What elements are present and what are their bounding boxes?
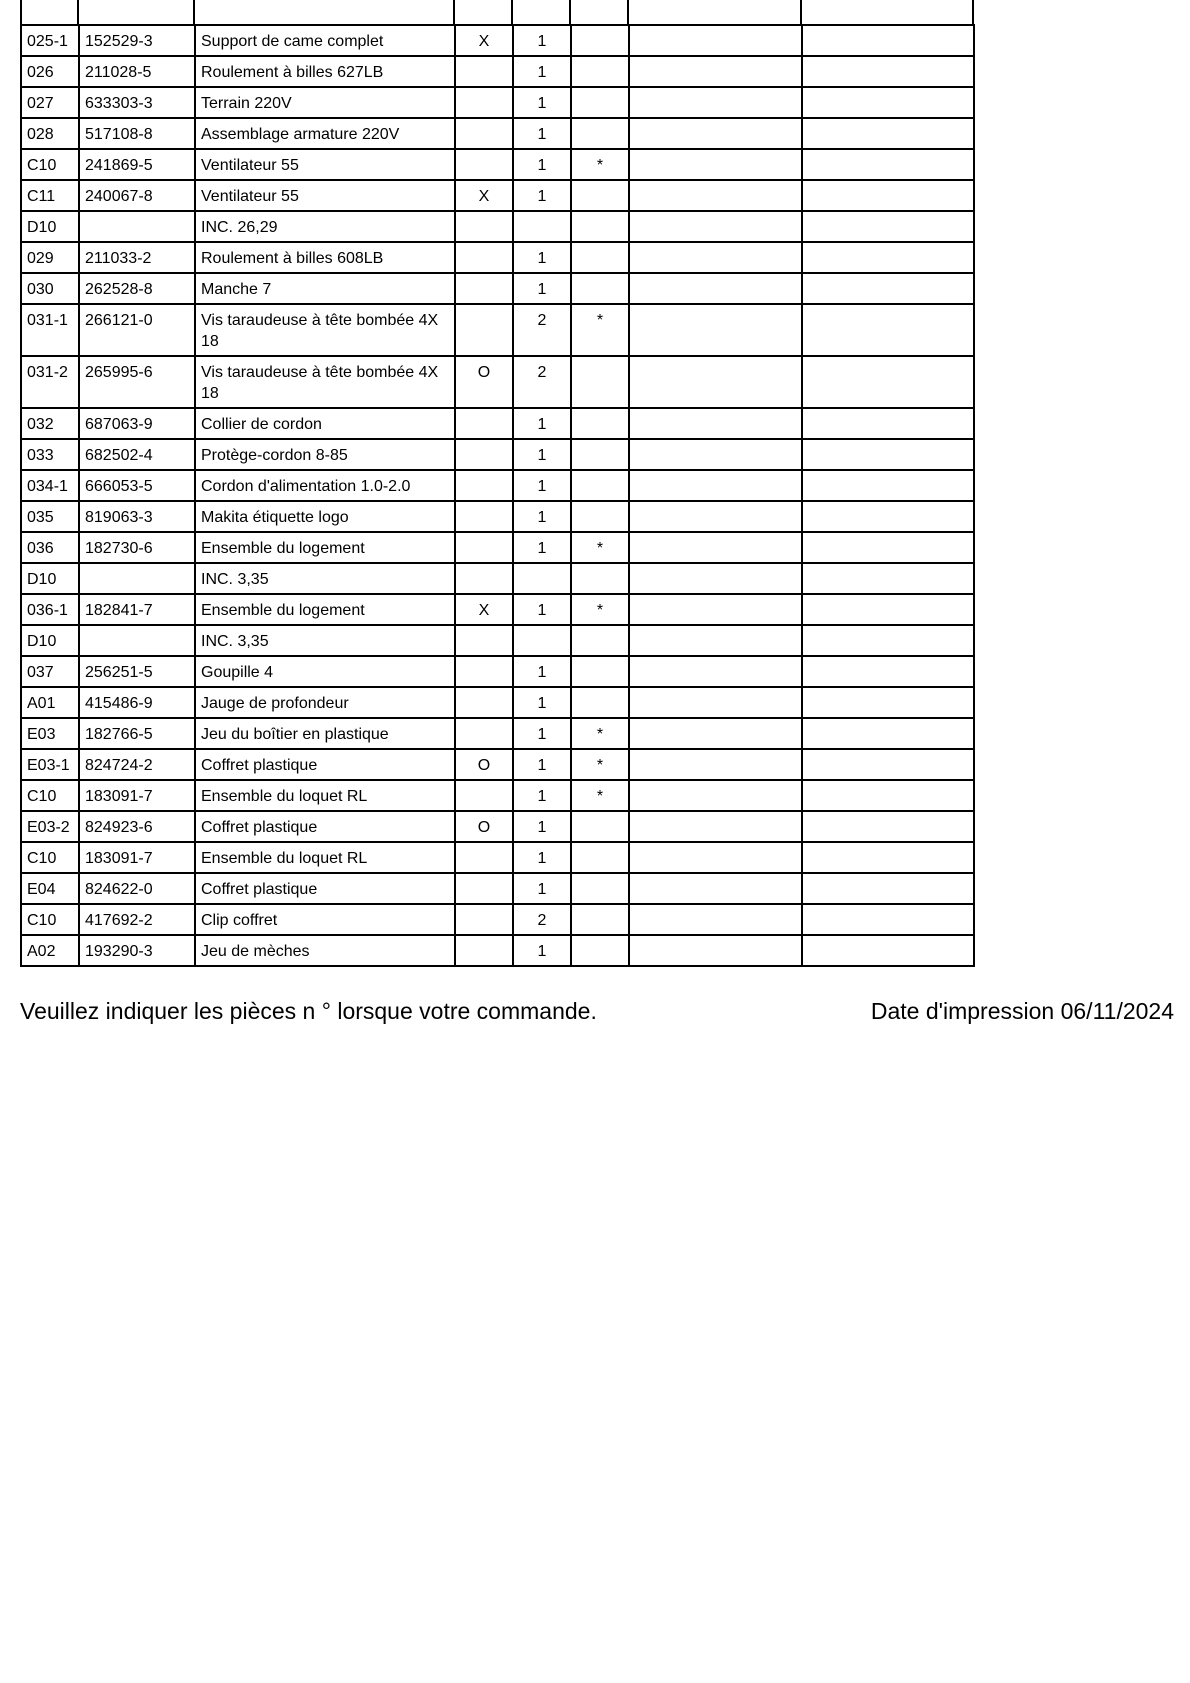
description-cell: Ventilateur 55 — [195, 149, 455, 180]
description-cell: Jeu de mèches — [195, 935, 455, 966]
extra-cell-1 — [629, 842, 802, 873]
mark-cell — [571, 356, 629, 408]
table-row — [21, 935, 974, 966]
table-row — [21, 594, 974, 625]
note-cell — [455, 408, 513, 439]
extra-cell-2 — [802, 501, 974, 532]
table-row — [21, 811, 974, 842]
description-cell: Vis taraudeuse à tête bombée 4X 18 — [195, 356, 455, 408]
table-row — [21, 180, 974, 211]
part-no-cell: 666053-5 — [79, 470, 195, 501]
extra-cell-2 — [802, 656, 974, 687]
qty-cell: 1 — [513, 501, 571, 532]
item-no-cell: A01 — [21, 687, 79, 718]
extra-cell-2 — [802, 87, 974, 118]
description-cell: Goupille 4 — [195, 656, 455, 687]
table-row — [21, 211, 974, 242]
description-cell: Protège-cordon 8-85 — [195, 439, 455, 470]
mark-cell — [571, 470, 629, 501]
table-row — [21, 501, 974, 532]
item-no-cell: C10 — [21, 780, 79, 811]
qty-cell: 2 — [513, 304, 571, 356]
qty-cell: 1 — [513, 470, 571, 501]
extra-cell-1 — [629, 563, 802, 594]
note-cell — [455, 211, 513, 242]
part-no-cell: 262528-8 — [79, 273, 195, 304]
table-row — [21, 56, 974, 87]
extra-cell-1 — [629, 211, 802, 242]
note-cell — [455, 87, 513, 118]
qty-cell: 1 — [513, 687, 571, 718]
table-row — [21, 149, 974, 180]
part-no-cell: 824724-2 — [79, 749, 195, 780]
extra-cell-2 — [802, 904, 974, 935]
item-no-cell: E03-1 — [21, 749, 79, 780]
mark-cell — [571, 211, 629, 242]
table-row — [21, 242, 974, 273]
part-no-cell: 687063-9 — [79, 408, 195, 439]
description-cell: Coffret plastique — [195, 811, 455, 842]
part-no-cell: 517108-8 — [79, 118, 195, 149]
mark-cell — [571, 25, 629, 56]
extra-cell-1 — [629, 718, 802, 749]
mark-cell — [571, 656, 629, 687]
extra-cell-1 — [629, 56, 802, 87]
item-no-cell: 035 — [21, 501, 79, 532]
note-cell — [455, 149, 513, 180]
item-no-cell: 036 — [21, 532, 79, 563]
qty-cell: 1 — [513, 935, 571, 966]
note-cell: X — [455, 180, 513, 211]
mark-cell — [571, 687, 629, 718]
part-no-cell: 266121-0 — [79, 304, 195, 356]
description-cell: Coffret plastique — [195, 873, 455, 904]
extra-cell-2 — [802, 25, 974, 56]
item-no-cell: 033 — [21, 439, 79, 470]
note-cell — [455, 273, 513, 304]
description-cell: Clip coffret — [195, 904, 455, 935]
part-no-cell: 211033-2 — [79, 242, 195, 273]
mark-cell: * — [571, 718, 629, 749]
part-no-cell: 183091-7 — [79, 780, 195, 811]
item-no-cell: D10 — [21, 211, 79, 242]
part-no-cell: 682502-4 — [79, 439, 195, 470]
extra-cell-1 — [629, 935, 802, 966]
part-no-cell: 241869-5 — [79, 149, 195, 180]
note-cell: X — [455, 25, 513, 56]
description-cell: Roulement à billes 627LB — [195, 56, 455, 87]
description-cell: Ensemble du logement — [195, 532, 455, 563]
mark-cell — [571, 842, 629, 873]
qty-cell: 1 — [513, 242, 571, 273]
extra-cell-2 — [802, 749, 974, 780]
item-no-cell: C10 — [21, 149, 79, 180]
table-row — [21, 873, 974, 904]
extra-cell-1 — [629, 149, 802, 180]
item-no-cell: 028 — [21, 118, 79, 149]
item-no-cell: E04 — [21, 873, 79, 904]
part-no-cell: 415486-9 — [79, 687, 195, 718]
extra-cell-1 — [629, 273, 802, 304]
description-cell: Collier de cordon — [195, 408, 455, 439]
note-cell — [455, 656, 513, 687]
part-no-cell — [79, 625, 195, 656]
table-row — [21, 118, 974, 149]
qty-cell: 1 — [513, 532, 571, 563]
mark-cell — [571, 87, 629, 118]
description-cell: Terrain 220V — [195, 87, 455, 118]
extra-cell-2 — [802, 273, 974, 304]
description-cell: Roulement à billes 608LB — [195, 242, 455, 273]
part-no-cell: 193290-3 — [79, 935, 195, 966]
extra-cell-2 — [802, 687, 974, 718]
description-cell: Manche 7 — [195, 273, 455, 304]
item-no-cell: 029 — [21, 242, 79, 273]
part-no-cell: 182766-5 — [79, 718, 195, 749]
item-no-cell: E03-2 — [21, 811, 79, 842]
description-cell: Cordon d'alimentation 1.0-2.0 — [195, 470, 455, 501]
note-cell — [455, 780, 513, 811]
table-row — [21, 304, 974, 356]
extra-cell-1 — [629, 780, 802, 811]
mark-cell — [571, 408, 629, 439]
table-row — [21, 408, 974, 439]
extra-cell-1 — [629, 873, 802, 904]
part-no-cell: 265995-6 — [79, 356, 195, 408]
part-no-cell: 152529-3 — [79, 25, 195, 56]
item-no-cell: 037 — [21, 656, 79, 687]
extra-cell-2 — [802, 811, 974, 842]
description-cell: Ensemble du loquet RL — [195, 842, 455, 873]
note-cell — [455, 904, 513, 935]
extra-cell-1 — [629, 811, 802, 842]
part-no-cell: 240067-8 — [79, 180, 195, 211]
qty-cell: 1 — [513, 56, 571, 87]
note-cell: O — [455, 749, 513, 780]
extra-cell-2 — [802, 439, 974, 470]
description-cell: Jauge de profondeur — [195, 687, 455, 718]
item-no-cell: 031-2 — [21, 356, 79, 408]
note-cell — [455, 873, 513, 904]
note-cell — [455, 625, 513, 656]
extra-cell-1 — [629, 118, 802, 149]
note-cell — [455, 304, 513, 356]
extra-cell-1 — [629, 470, 802, 501]
table-row — [21, 87, 974, 118]
qty-cell: 1 — [513, 780, 571, 811]
qty-cell: 1 — [513, 656, 571, 687]
extra-cell-1 — [629, 25, 802, 56]
mark-cell — [571, 811, 629, 842]
qty-cell: 1 — [513, 842, 571, 873]
mark-cell: * — [571, 149, 629, 180]
description-cell: Vis taraudeuse à tête bombée 4X 18 — [195, 304, 455, 356]
table-row — [21, 842, 974, 873]
part-no-cell: 819063-3 — [79, 501, 195, 532]
extra-cell-2 — [802, 594, 974, 625]
description-cell: Support de came complet — [195, 25, 455, 56]
extra-cell-1 — [629, 625, 802, 656]
item-no-cell: D10 — [21, 563, 79, 594]
qty-cell: 1 — [513, 180, 571, 211]
mark-cell — [571, 935, 629, 966]
extra-cell-1 — [629, 532, 802, 563]
table-row — [21, 470, 974, 501]
extra-cell-1 — [629, 304, 802, 356]
note-cell — [455, 501, 513, 532]
note-cell — [455, 718, 513, 749]
part-no-cell: 183091-7 — [79, 842, 195, 873]
extra-cell-1 — [629, 356, 802, 408]
extra-cell-1 — [629, 687, 802, 718]
description-cell: Coffret plastique — [195, 749, 455, 780]
note-cell — [455, 56, 513, 87]
description-cell: Ensemble du logement — [195, 594, 455, 625]
part-no-cell: 417692-2 — [79, 904, 195, 935]
extra-cell-1 — [629, 439, 802, 470]
qty-cell: 1 — [513, 873, 571, 904]
note-cell: X — [455, 594, 513, 625]
part-no-cell: 824622-0 — [79, 873, 195, 904]
extra-cell-2 — [802, 242, 974, 273]
table-row — [21, 532, 974, 563]
description-cell: INC. 26,29 — [195, 211, 455, 242]
mark-cell — [571, 273, 629, 304]
description-cell: INC. 3,35 — [195, 625, 455, 656]
item-no-cell: 030 — [21, 273, 79, 304]
extra-cell-1 — [629, 501, 802, 532]
table-row — [21, 904, 974, 935]
qty-cell: 1 — [513, 25, 571, 56]
mark-cell — [571, 242, 629, 273]
note-cell — [455, 439, 513, 470]
extra-cell-1 — [629, 180, 802, 211]
table-row — [21, 273, 974, 304]
order-instruction-note: Veuillez indiquer les pièces n ° lorsque votre commande. — [20, 998, 597, 1024]
print-date: Date d'impression 06/11/2024 — [870, 998, 1174, 1024]
table-row — [21, 780, 974, 811]
item-no-cell: A02 — [21, 935, 79, 966]
extra-cell-2 — [802, 718, 974, 749]
part-no-cell — [79, 211, 195, 242]
extra-cell-2 — [802, 408, 974, 439]
description-cell: Makita étiquette logo — [195, 501, 455, 532]
note-cell — [455, 563, 513, 594]
extra-cell-1 — [629, 408, 802, 439]
qty-cell: 1 — [513, 273, 571, 304]
part-no-cell: 211028-5 — [79, 56, 195, 87]
extra-cell-2 — [802, 356, 974, 408]
item-no-cell: 025-1 — [21, 25, 79, 56]
item-no-cell: 034-1 — [21, 470, 79, 501]
parts-table — [20, 24, 975, 967]
mark-cell — [571, 873, 629, 904]
table-row — [21, 656, 974, 687]
qty-cell — [513, 211, 571, 242]
extra-cell-2 — [802, 532, 974, 563]
item-no-cell: D10 — [21, 625, 79, 656]
mark-cell — [571, 180, 629, 211]
extra-cell-2 — [802, 180, 974, 211]
table-row — [21, 356, 974, 408]
note-cell: O — [455, 811, 513, 842]
part-no-cell: 256251-5 — [79, 656, 195, 687]
note-cell — [455, 935, 513, 966]
table-row — [21, 749, 974, 780]
table-row — [21, 563, 974, 594]
item-no-cell: E03 — [21, 718, 79, 749]
extra-cell-2 — [802, 304, 974, 356]
extra-cell-2 — [802, 118, 974, 149]
description-cell: Assemblage armature 220V — [195, 118, 455, 149]
part-no-cell: 182841-7 — [79, 594, 195, 625]
description-cell: Jeu du boîtier en plastique — [195, 718, 455, 749]
note-cell — [455, 470, 513, 501]
mark-cell — [571, 501, 629, 532]
extra-cell-2 — [802, 935, 974, 966]
table-top-edge — [20, 0, 984, 24]
item-no-cell: 032 — [21, 408, 79, 439]
extra-cell-1 — [629, 904, 802, 935]
mark-cell: * — [571, 780, 629, 811]
table-row — [21, 687, 974, 718]
qty-cell — [513, 563, 571, 594]
description-cell: Ventilateur 55 — [195, 180, 455, 211]
part-no-cell: 633303-3 — [79, 87, 195, 118]
mark-cell — [571, 439, 629, 470]
item-no-cell: 027 — [21, 87, 79, 118]
extra-cell-1 — [629, 656, 802, 687]
table-row — [21, 625, 974, 656]
mark-cell: * — [571, 304, 629, 356]
qty-cell: 1 — [513, 87, 571, 118]
extra-cell-1 — [629, 594, 802, 625]
qty-cell: 1 — [513, 118, 571, 149]
part-no-cell: 824923-6 — [79, 811, 195, 842]
mark-cell: * — [571, 749, 629, 780]
qty-cell: 1 — [513, 749, 571, 780]
table-row — [21, 718, 974, 749]
mark-cell — [571, 563, 629, 594]
qty-cell: 1 — [513, 811, 571, 842]
extra-cell-1 — [629, 242, 802, 273]
qty-cell: 2 — [513, 904, 571, 935]
extra-cell-2 — [802, 842, 974, 873]
extra-cell-2 — [802, 563, 974, 594]
item-no-cell: 026 — [21, 56, 79, 87]
extra-cell-1 — [629, 749, 802, 780]
item-no-cell: C11 — [21, 180, 79, 211]
parts-table-body — [21, 25, 974, 966]
qty-cell: 1 — [513, 439, 571, 470]
description-cell: Ensemble du loquet RL — [195, 780, 455, 811]
qty-cell: 1 — [513, 718, 571, 749]
extra-cell-2 — [802, 56, 974, 87]
qty-cell — [513, 625, 571, 656]
part-no-cell — [79, 563, 195, 594]
extra-cell-2 — [802, 470, 974, 501]
extra-cell-2 — [802, 625, 974, 656]
table-row — [21, 439, 974, 470]
item-no-cell: 031-1 — [21, 304, 79, 356]
item-no-cell: C10 — [21, 842, 79, 873]
mark-cell: * — [571, 594, 629, 625]
part-no-cell: 182730-6 — [79, 532, 195, 563]
qty-cell: 1 — [513, 594, 571, 625]
note-cell — [455, 118, 513, 149]
note-cell — [455, 842, 513, 873]
description-cell: INC. 3,35 — [195, 563, 455, 594]
mark-cell — [571, 904, 629, 935]
extra-cell-2 — [802, 780, 974, 811]
note-cell — [455, 532, 513, 563]
extra-cell-1 — [629, 87, 802, 118]
table-row — [21, 25, 974, 56]
note-cell — [455, 242, 513, 273]
item-no-cell: 036-1 — [21, 594, 79, 625]
mark-cell — [571, 625, 629, 656]
extra-cell-2 — [802, 873, 974, 904]
mark-cell — [571, 118, 629, 149]
note-cell — [455, 687, 513, 718]
mark-cell — [571, 56, 629, 87]
item-no-cell: C10 — [21, 904, 79, 935]
note-cell: O — [455, 356, 513, 408]
extra-cell-2 — [802, 149, 974, 180]
qty-cell: 1 — [513, 149, 571, 180]
qty-cell: 1 — [513, 408, 571, 439]
extra-cell-2 — [802, 211, 974, 242]
qty-cell: 2 — [513, 356, 571, 408]
mark-cell: * — [571, 532, 629, 563]
